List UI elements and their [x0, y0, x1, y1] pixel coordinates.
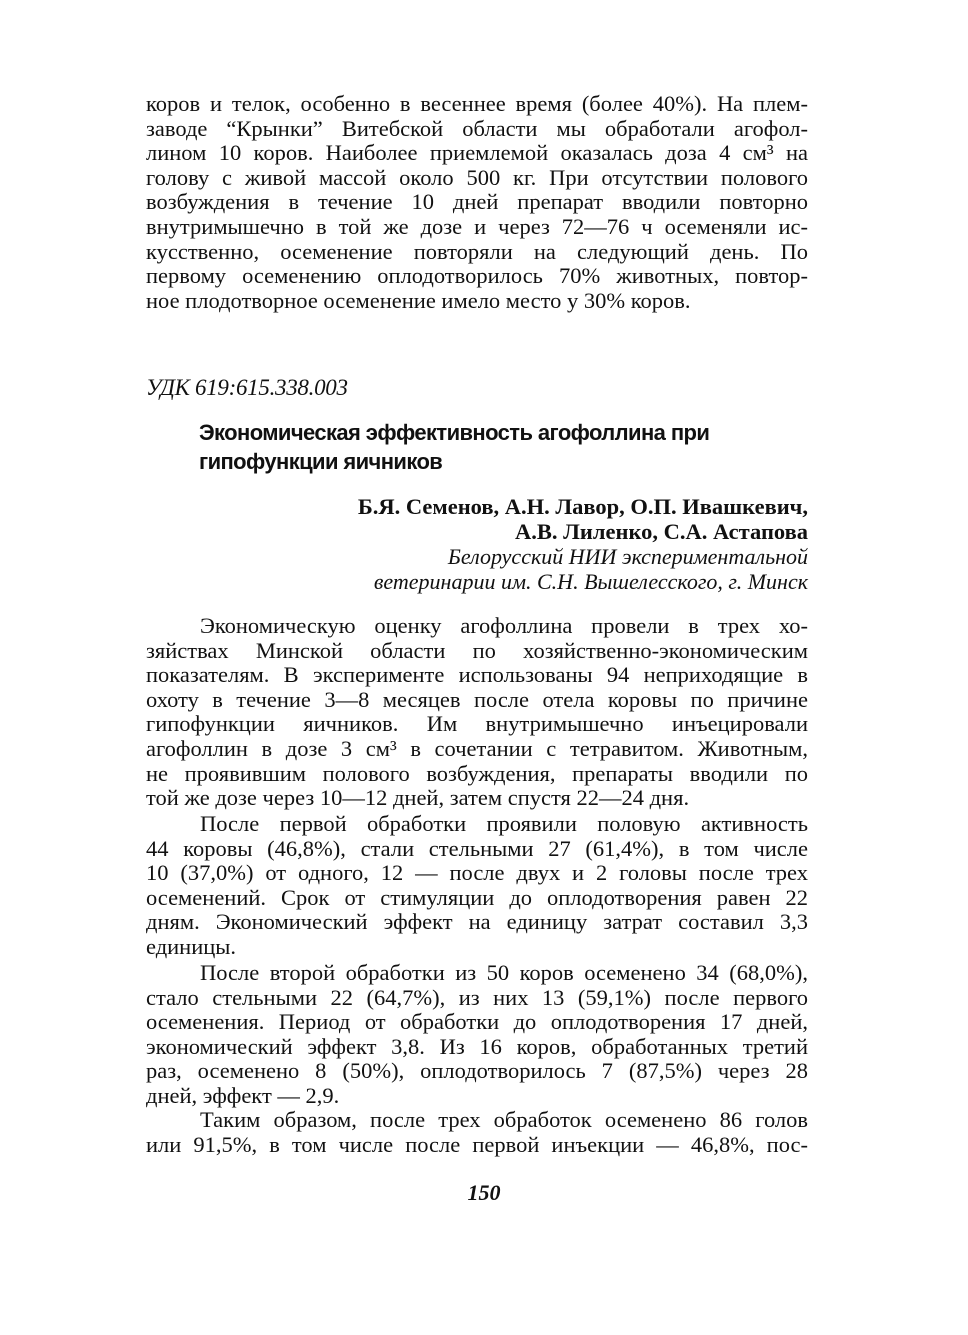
text-line: гипофункции яичников. Им внутримышечно инъецировали	[146, 711, 808, 737]
text-line: заводе “Крынки” Витебской области мы обработали агофол-	[146, 115, 808, 141]
text-line: Таким образом, после трех обработок осеменено 86 голов	[200, 1107, 808, 1132]
text-line: или 91,5%, в том числе после первой инъекции — 46,8%, пос-	[146, 1131, 808, 1157]
text-line: агофоллин в дозе 3 см³ в сочетании с тетравитом. Животным,	[146, 735, 808, 761]
text-line: не проявившим полового возбуждения, препараты вводили по	[146, 760, 808, 786]
body-paragraph-2	[146, 812, 808, 960]
text-line: внутримышечно в той же дозе и через 72—76 ч осеменяли ис-	[146, 213, 808, 239]
text-line: возбуждения в течение 10 дней препарат вводили повторно	[146, 189, 808, 215]
text-line: 44 коровы (46,8%), стали стельными 27 (61,4%), в том числе	[146, 835, 808, 861]
text-line: стало стельными 22 (64,7%), из них 13 (59,1%) после первого	[146, 984, 808, 1010]
text-line: дням. Экономический эффект на единицу затрат составил 3,3	[146, 909, 808, 935]
affiliation	[374, 544, 808, 594]
text-line: коров и телок, особенно в весеннее время (более 40%). На плем-	[146, 91, 808, 116]
intro-paragraph	[146, 92, 808, 313]
article-title	[199, 418, 759, 476]
page-number: 150	[467, 1180, 501, 1205]
text-line: осеменения. Период от обработки до оплодотворения 17 дней,	[146, 1009, 808, 1035]
text-line: После второй обработки из 50 коров осеменено 34 (68,0%),	[200, 960, 808, 985]
text-line: После первой обработки проявили половую активность	[200, 811, 808, 836]
affiliation-line: Белорусский НИИ экспериментальной	[447, 544, 808, 569]
authors	[358, 494, 808, 544]
body-paragraph-4	[146, 1108, 808, 1157]
text-line: первому осеменению оплодотворилось 70% животных, повтор-	[146, 263, 808, 289]
udk-code: УДК 619:615.338.003	[146, 375, 348, 400]
text-line: экономический эффект 3,8. Из 16 коров, обработанных третий	[146, 1033, 808, 1059]
text-line: 10 (37,0%) от одного, 12 — после двух и 2 головы после трех	[146, 860, 808, 886]
text-line: дней, эффект — 2,9.	[146, 1082, 340, 1108]
text-line: лином 10 коров. Наиболее приемлемой оказалась доза 4 см³ на	[146, 140, 808, 166]
text-line: раз, осеменено 8 (50%), оплодотворилось 7 (87,5%) через 28	[146, 1058, 808, 1084]
text-line: показателям. В эксперименте использованы 94 неприходящие в	[146, 662, 808, 688]
title-line: Экономическая эффективность агофоллина при	[199, 420, 710, 445]
text-line: голову с живой массой около 500 кг. При отсутствии полового	[146, 164, 808, 190]
text-line: зяйствах Минской области по хозяйственно-экономическим	[146, 637, 808, 663]
text-line: ное плодотворное осеменение имело место у 30% коров.	[146, 287, 691, 313]
text-line: кусственно, осеменение повторяли на следующий день. По	[146, 238, 808, 264]
body-paragraph-3	[146, 961, 808, 1109]
text-line: охоту в течение 3—8 месяцев после отела коровы по причине	[146, 686, 808, 712]
text-line: осеменений. Срок от стимуляции до оплодотворения равен 22	[146, 884, 808, 910]
authors-line: Б.Я. Семенов, А.Н. Лавор, О.П. Ивашкевич,	[357, 494, 808, 519]
affiliation-line: ветеринарии им. С.Н. Вышелесского, г. Минск	[373, 569, 808, 594]
text-line: единицы.	[146, 933, 237, 959]
body-paragraph-1	[146, 614, 808, 811]
text-line: Экономическую оценку агофоллина провели в трех хо-	[200, 613, 808, 638]
title-line: гипофункции яичников	[199, 449, 443, 474]
authors-line: А.В. Лиленко, С.А. Астапова	[515, 519, 808, 544]
text-line: той же дозе через 10—12 дней, затем спустя 22—24 дня.	[146, 785, 690, 811]
